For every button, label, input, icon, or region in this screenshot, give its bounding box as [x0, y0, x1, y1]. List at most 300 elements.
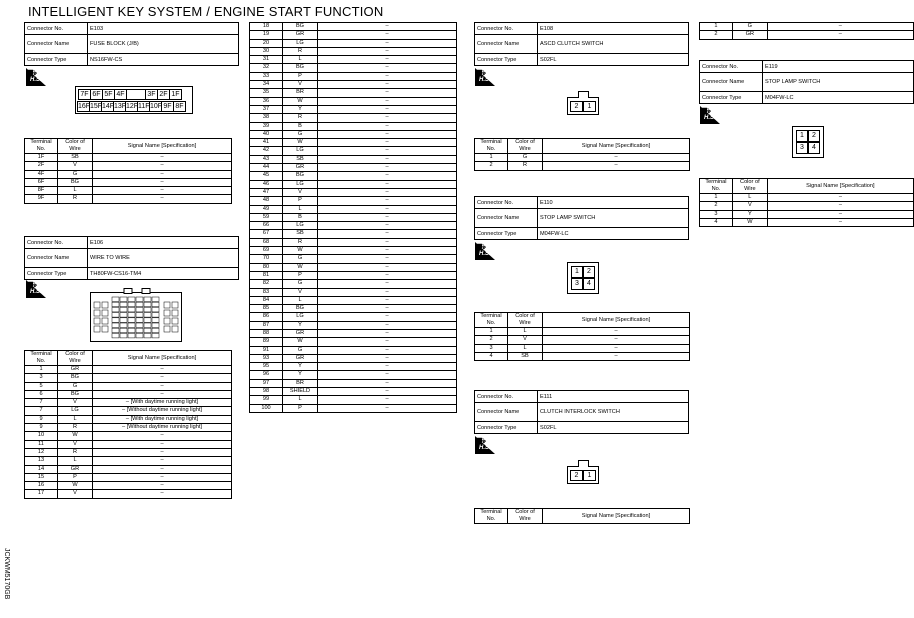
- wire-color-cell: V: [283, 188, 318, 196]
- wire-color-cell: Y: [732, 210, 767, 218]
- pin: [128, 302, 135, 307]
- pin: 2: [583, 266, 595, 278]
- table-row: [25, 178, 232, 186]
- terminal-no-cell: 49: [250, 205, 283, 213]
- e108-no: E108: [538, 23, 689, 35]
- pin: [94, 310, 100, 316]
- e103-connector-info: [24, 22, 239, 66]
- terminal-no-cell: 2: [475, 336, 508, 344]
- signal-name-cell: –: [767, 218, 913, 226]
- table-row: [250, 305, 457, 313]
- table-row: [475, 162, 690, 170]
- wire-color-cell: L: [58, 457, 93, 465]
- hs-icon: ⛟ H.S.: [475, 68, 495, 86]
- wire-color-cell: LG: [283, 147, 318, 155]
- wire-color-cell: R: [283, 114, 318, 122]
- e106-terminal-table-continued: [249, 22, 457, 413]
- pin: 15F: [90, 103, 103, 110]
- table-row: [250, 313, 457, 321]
- terminal-no-cell: 11: [25, 440, 58, 448]
- pin: [112, 318, 119, 323]
- wire-color-cell: V: [508, 336, 543, 344]
- wire-color-cell: V: [58, 162, 93, 170]
- pin: [152, 313, 159, 318]
- terminal-no-cell: 2F: [25, 162, 58, 170]
- e110-connector-face: [567, 262, 599, 294]
- terminal-no-cell: 30: [250, 47, 283, 55]
- pin: [128, 313, 135, 318]
- pin: 9F: [161, 101, 174, 112]
- table-row: [700, 23, 914, 31]
- wire-color-cell: Y: [283, 105, 318, 113]
- table-row: [700, 218, 914, 226]
- terminal-no-cell: 33: [250, 72, 283, 80]
- pin: [152, 333, 159, 338]
- page-title: INTELLIGENT KEY SYSTEM / ENGINE START FUNCTION: [28, 4, 384, 19]
- wire-color-cell: L: [732, 194, 767, 202]
- table-row: [250, 222, 457, 230]
- signal-name-cell: –: [318, 47, 457, 55]
- e111-connector-face: [567, 466, 599, 484]
- pin: [172, 302, 178, 308]
- pin: [152, 328, 159, 333]
- pin: [144, 297, 151, 302]
- table-row: [25, 154, 232, 162]
- wire-color-cell: Y: [283, 321, 318, 329]
- pin: [128, 328, 135, 333]
- wire-color-cell: R: [283, 238, 318, 246]
- table-row: [250, 288, 457, 296]
- pin: [94, 302, 100, 308]
- pin: [172, 310, 178, 316]
- e111-connector-info: [474, 390, 689, 434]
- terminal-no-cell: 91: [250, 346, 283, 354]
- terminal-no-cell: 3: [25, 374, 58, 382]
- terminal-no-cell: 48: [250, 197, 283, 205]
- table-row: [250, 31, 457, 39]
- pin: 2F: [157, 89, 170, 100]
- terminal-no-cell: 2: [475, 162, 508, 170]
- signal-name-cell: –: [318, 72, 457, 80]
- signal-name-cell: –: [318, 164, 457, 172]
- table-row: [475, 352, 690, 360]
- table-row: [250, 230, 457, 238]
- signal-name-cell: –: [93, 366, 232, 374]
- pin: [102, 326, 108, 332]
- e103-type: NS16FW-CS: [88, 54, 239, 66]
- table-row: [250, 371, 457, 379]
- wire-color-cell: R: [58, 424, 93, 432]
- signal-name-cell: –: [93, 178, 232, 186]
- hs-icon: ⛟ H.S.: [700, 106, 720, 124]
- pin: [144, 302, 151, 307]
- terminal-no-cell: 86: [250, 313, 283, 321]
- terminal-no-cell: 93: [250, 354, 283, 362]
- table-row: [250, 363, 457, 371]
- document-code: JCKWM5170GB: [3, 548, 10, 600]
- signal-name-cell: –: [318, 305, 457, 313]
- label-connector-name: Connector Name: [700, 73, 763, 92]
- e103-no: E103: [88, 23, 239, 35]
- terminal-no-cell: 82: [250, 280, 283, 288]
- pin: [112, 313, 119, 318]
- table-row: [25, 195, 232, 203]
- terminal-no-cell: 100: [250, 404, 283, 412]
- table-row: [475, 344, 690, 352]
- pin: [164, 326, 170, 332]
- signal-name-cell: –: [767, 194, 913, 202]
- wire-color-cell: B: [283, 213, 318, 221]
- terminal-no-cell: 2: [700, 31, 733, 39]
- signal-name-cell: –: [93, 187, 232, 195]
- table-row: [250, 56, 457, 64]
- signal-name-cell: –: [93, 440, 232, 448]
- pin: [120, 297, 127, 302]
- terminal-no-cell: 99: [250, 396, 283, 404]
- signal-name-cell: –: [318, 288, 457, 296]
- terminal-no-cell: 84: [250, 296, 283, 304]
- table-row: [475, 154, 690, 162]
- pin: [120, 302, 127, 307]
- signal-name-cell: –: [93, 374, 232, 382]
- pin: 13F: [114, 103, 127, 110]
- e106-connector-face: [90, 288, 182, 342]
- pin: 14F: [102, 103, 115, 110]
- signal-name-cell: –: [318, 280, 457, 288]
- table-row: [25, 424, 232, 432]
- terminal-no-cell: 4: [700, 218, 733, 226]
- table-row: [250, 81, 457, 89]
- terminal-no-cell: 15: [25, 473, 58, 481]
- terminal-no-cell: 96: [250, 371, 283, 379]
- wire-color-cell: SB: [508, 352, 543, 360]
- label-connector-no: Connector No.: [25, 237, 88, 249]
- signal-name-cell: –: [318, 371, 457, 379]
- hs-icon: ⛟ H.S.: [26, 68, 46, 86]
- pin: [164, 310, 170, 316]
- label-connector-type: Connector Type: [25, 54, 88, 66]
- label-connector-name: Connector Name: [475, 209, 538, 228]
- wire-color-cell: L: [283, 396, 318, 404]
- wire-color-cell: L: [283, 56, 318, 64]
- table-row: [25, 407, 232, 415]
- terminal-no-cell: 3: [475, 344, 508, 352]
- terminal-no-cell: 6: [25, 390, 58, 398]
- signal-name-cell: –: [93, 432, 232, 440]
- pin: [120, 318, 127, 323]
- wire-color-cell: V: [732, 202, 767, 210]
- wire-color-cell: R: [508, 162, 543, 170]
- wire-color-cell: SB: [58, 154, 93, 162]
- terminal-no-cell: 9F: [25, 195, 58, 203]
- signal-name-cell: –: [93, 482, 232, 490]
- wire-color-cell: B: [283, 122, 318, 130]
- terminal-no-cell: 81: [250, 271, 283, 279]
- terminal-no-cell: 59: [250, 213, 283, 221]
- signal-name-cell: –: [318, 188, 457, 196]
- table-row: [250, 238, 457, 246]
- pin: [136, 323, 143, 328]
- wire-color-cell: BG: [283, 64, 318, 72]
- signal-name-cell: –: [767, 202, 913, 210]
- terminal-no-cell: 35: [250, 89, 283, 97]
- signal-name-cell: –: [318, 329, 457, 337]
- pin: 5F: [102, 89, 115, 100]
- signal-name-cell: –: [318, 404, 457, 412]
- terminal-no-cell: 43: [250, 155, 283, 163]
- table-row: [250, 64, 457, 72]
- terminal-no-cell: 9: [25, 424, 58, 432]
- table-row: [700, 194, 914, 202]
- signal-name-cell: –: [318, 238, 457, 246]
- wire-color-cell: P: [283, 197, 318, 205]
- e103-name: FUSE BLOCK (J/B): [88, 35, 239, 54]
- signal-name-cell: –: [318, 147, 457, 155]
- signal-name-cell: –: [318, 31, 457, 39]
- e108-name: ASCD CLUTCH SWITCH: [538, 35, 689, 54]
- e119-type: M04FW-LC: [763, 92, 914, 104]
- table-row: [250, 379, 457, 387]
- pin: [144, 323, 151, 328]
- table-row: [250, 172, 457, 180]
- e103-terminal-table: Terminal No. Color of Wire Signal Name [Specification] 1F SB – 2F V – 4F G – 6F BG – 8F L – 9F R –: [24, 138, 232, 204]
- signal-name-cell: – [With daytime running light]: [93, 399, 232, 407]
- signal-name-cell: –: [318, 81, 457, 89]
- wire-color-cell: L: [58, 415, 93, 423]
- signal-name-cell: –: [318, 56, 457, 64]
- terminal-no-cell: 70: [250, 255, 283, 263]
- table-row: [250, 97, 457, 105]
- wire-color-cell: G: [732, 23, 767, 31]
- wire-color-cell: W: [283, 263, 318, 271]
- table-row: [25, 162, 232, 170]
- e108-connector-face: [567, 97, 599, 115]
- terminal-no-cell: 1: [700, 23, 733, 31]
- wire-color-cell: R: [283, 47, 318, 55]
- hs-icon: ⛟ H.S.: [26, 280, 46, 298]
- table-row: [25, 473, 232, 481]
- pin: [120, 307, 127, 312]
- connector-key: [126, 89, 146, 100]
- wire-color-cell: LG: [283, 180, 318, 188]
- terminal-no-cell: 40: [250, 130, 283, 138]
- table-row: [250, 388, 457, 396]
- pin: [120, 323, 127, 328]
- pin: 8F: [173, 101, 186, 112]
- e111-terminal-table-continued: [699, 22, 914, 40]
- table-row: [25, 366, 232, 374]
- table-row: [25, 374, 232, 382]
- table-row: [25, 170, 232, 178]
- wire-color-cell: G: [283, 280, 318, 288]
- wire-color-cell: SB: [283, 155, 318, 163]
- e110-type: M04FW-LC: [538, 228, 689, 240]
- table-row: [250, 147, 457, 155]
- pin: [128, 333, 135, 338]
- terminal-no-cell: 83: [250, 288, 283, 296]
- signal-name-cell: –: [318, 222, 457, 230]
- terminal-no-cell: 95: [250, 363, 283, 371]
- signal-name-cell: – [With daytime running light]: [93, 415, 232, 423]
- signal-name-cell: –: [93, 390, 232, 398]
- signal-name-cell: – [Without daytime running light]: [93, 407, 232, 415]
- pin: 3: [796, 142, 808, 154]
- hs-icon: ⛟ H.S.: [475, 436, 495, 454]
- pin: [112, 328, 119, 333]
- terminal-no-cell: 4F: [25, 170, 58, 178]
- signal-name-cell: –: [318, 64, 457, 72]
- wire-color-cell: W: [58, 482, 93, 490]
- signal-name-cell: –: [93, 170, 232, 178]
- pin: [136, 318, 143, 323]
- terminal-no-cell: 88: [250, 329, 283, 337]
- terminal-no-cell: 42: [250, 147, 283, 155]
- wire-color-cell: GR: [58, 366, 93, 374]
- terminal-no-cell: 20: [250, 39, 283, 47]
- terminal-no-cell: 31: [250, 56, 283, 64]
- terminal-no-cell: 44: [250, 164, 283, 172]
- label-connector-no: Connector No.: [475, 197, 538, 209]
- wire-color-cell: BG: [58, 390, 93, 398]
- wire-color-cell: SB: [283, 230, 318, 238]
- signal-name-cell: –: [318, 122, 457, 130]
- terminal-no-cell: 5: [25, 382, 58, 390]
- terminal-no-cell: 34: [250, 81, 283, 89]
- wire-color-cell: G: [508, 154, 543, 162]
- terminal-no-cell: 16: [25, 482, 58, 490]
- label-connector-type: Connector Type: [475, 228, 538, 240]
- signal-name-cell: –: [318, 247, 457, 255]
- table-row: [250, 197, 457, 205]
- wire-color-cell: BG: [283, 172, 318, 180]
- label-connector-no: Connector No.: [475, 23, 538, 35]
- label-connector-name: Connector Name: [475, 403, 538, 422]
- table-row: [250, 139, 457, 147]
- pin: 1: [583, 470, 596, 481]
- label-connector-type: Connector Type: [475, 422, 538, 434]
- terminal-no-cell: 1: [25, 366, 58, 374]
- wire-color-cell: BR: [283, 379, 318, 387]
- terminal-no-cell: 4: [475, 352, 508, 360]
- pin: [94, 318, 100, 324]
- table-row: [25, 482, 232, 490]
- terminal-no-cell: 69: [250, 247, 283, 255]
- signal-name-cell: –: [543, 162, 690, 170]
- pin: [94, 326, 100, 332]
- wire-color-cell: L: [58, 187, 93, 195]
- terminal-no-cell: 10: [25, 432, 58, 440]
- wire-color-cell: L: [508, 328, 543, 336]
- wire-color-cell: GR: [732, 31, 767, 39]
- pin: [144, 333, 151, 338]
- signal-name-cell: –: [318, 396, 457, 404]
- e106-no: E106: [88, 237, 239, 249]
- e108-terminal-table: Terminal No. Color of Wire Signal Name [Specification] 1 G – 2 R –: [474, 138, 690, 171]
- table-row: [250, 213, 457, 221]
- wire-color-cell: GR: [283, 329, 318, 337]
- e106-connector-info: [24, 236, 239, 280]
- table-row: [250, 247, 457, 255]
- wire-color-cell: G: [283, 255, 318, 263]
- table-row: [250, 114, 457, 122]
- pin: [152, 307, 159, 312]
- table-row: [475, 328, 690, 336]
- pin: 1: [583, 101, 596, 112]
- signal-name-cell: –: [543, 352, 690, 360]
- table-row: [700, 31, 914, 39]
- wire-color-cell: P: [283, 72, 318, 80]
- table-row: [250, 346, 457, 354]
- terminal-no-cell: 6F: [25, 178, 58, 186]
- pin: 7F: [78, 89, 91, 100]
- table-row: [250, 205, 457, 213]
- table-row: [250, 271, 457, 279]
- signal-name-cell: –: [93, 154, 232, 162]
- wire-color-cell: V: [58, 399, 93, 407]
- pin: 1: [796, 130, 808, 142]
- pin: 4F: [114, 89, 127, 100]
- terminal-no-cell: 37: [250, 105, 283, 113]
- e108-type: S02FL: [538, 54, 689, 66]
- table-row: [25, 432, 232, 440]
- terminal-no-cell: 45: [250, 172, 283, 180]
- signal-name-cell: –: [318, 130, 457, 138]
- e106-type: TH80FW-CS16-TM4: [88, 268, 239, 280]
- wire-color-cell: P: [283, 404, 318, 412]
- terminal-no-cell: 1: [700, 194, 733, 202]
- table-row: [250, 72, 457, 80]
- pin: 1: [571, 266, 583, 278]
- e108-connector-info: [474, 22, 689, 66]
- pin: [152, 323, 159, 328]
- terminal-no-cell: 19: [250, 31, 283, 39]
- pin: 2: [570, 101, 583, 112]
- terminal-no-cell: 39: [250, 122, 283, 130]
- label-connector-type: Connector Type: [25, 268, 88, 280]
- wire-color-cell: BG: [58, 374, 93, 382]
- signal-name-cell: –: [318, 255, 457, 263]
- signal-name-cell: –: [93, 457, 232, 465]
- table-row: [250, 263, 457, 271]
- signal-name-cell: –: [93, 195, 232, 203]
- signal-name-cell: –: [318, 338, 457, 346]
- signal-name-cell: –: [318, 213, 457, 221]
- pin: [164, 302, 170, 308]
- signal-name-cell: –: [318, 205, 457, 213]
- terminal-no-cell: 3: [700, 210, 733, 218]
- table-row: [25, 490, 232, 498]
- table-row: [250, 188, 457, 196]
- terminal-no-cell: 89: [250, 338, 283, 346]
- pin: [112, 307, 119, 312]
- pin: [120, 333, 127, 338]
- table-row: [250, 164, 457, 172]
- signal-name-cell: –: [93, 162, 232, 170]
- label-connector-name: Connector Name: [25, 249, 88, 268]
- e119-connector-info: [699, 60, 914, 104]
- signal-name-cell: –: [318, 230, 457, 238]
- pin: [136, 333, 143, 338]
- wire-color-cell: G: [283, 346, 318, 354]
- pin: 2: [808, 130, 820, 142]
- pin: [164, 318, 170, 324]
- pin: [136, 297, 143, 302]
- wire-color-cell: P: [58, 473, 93, 481]
- pin: [136, 307, 143, 312]
- signal-name-cell: –: [318, 197, 457, 205]
- pin: [112, 333, 119, 338]
- wire-color-cell: LG: [283, 39, 318, 47]
